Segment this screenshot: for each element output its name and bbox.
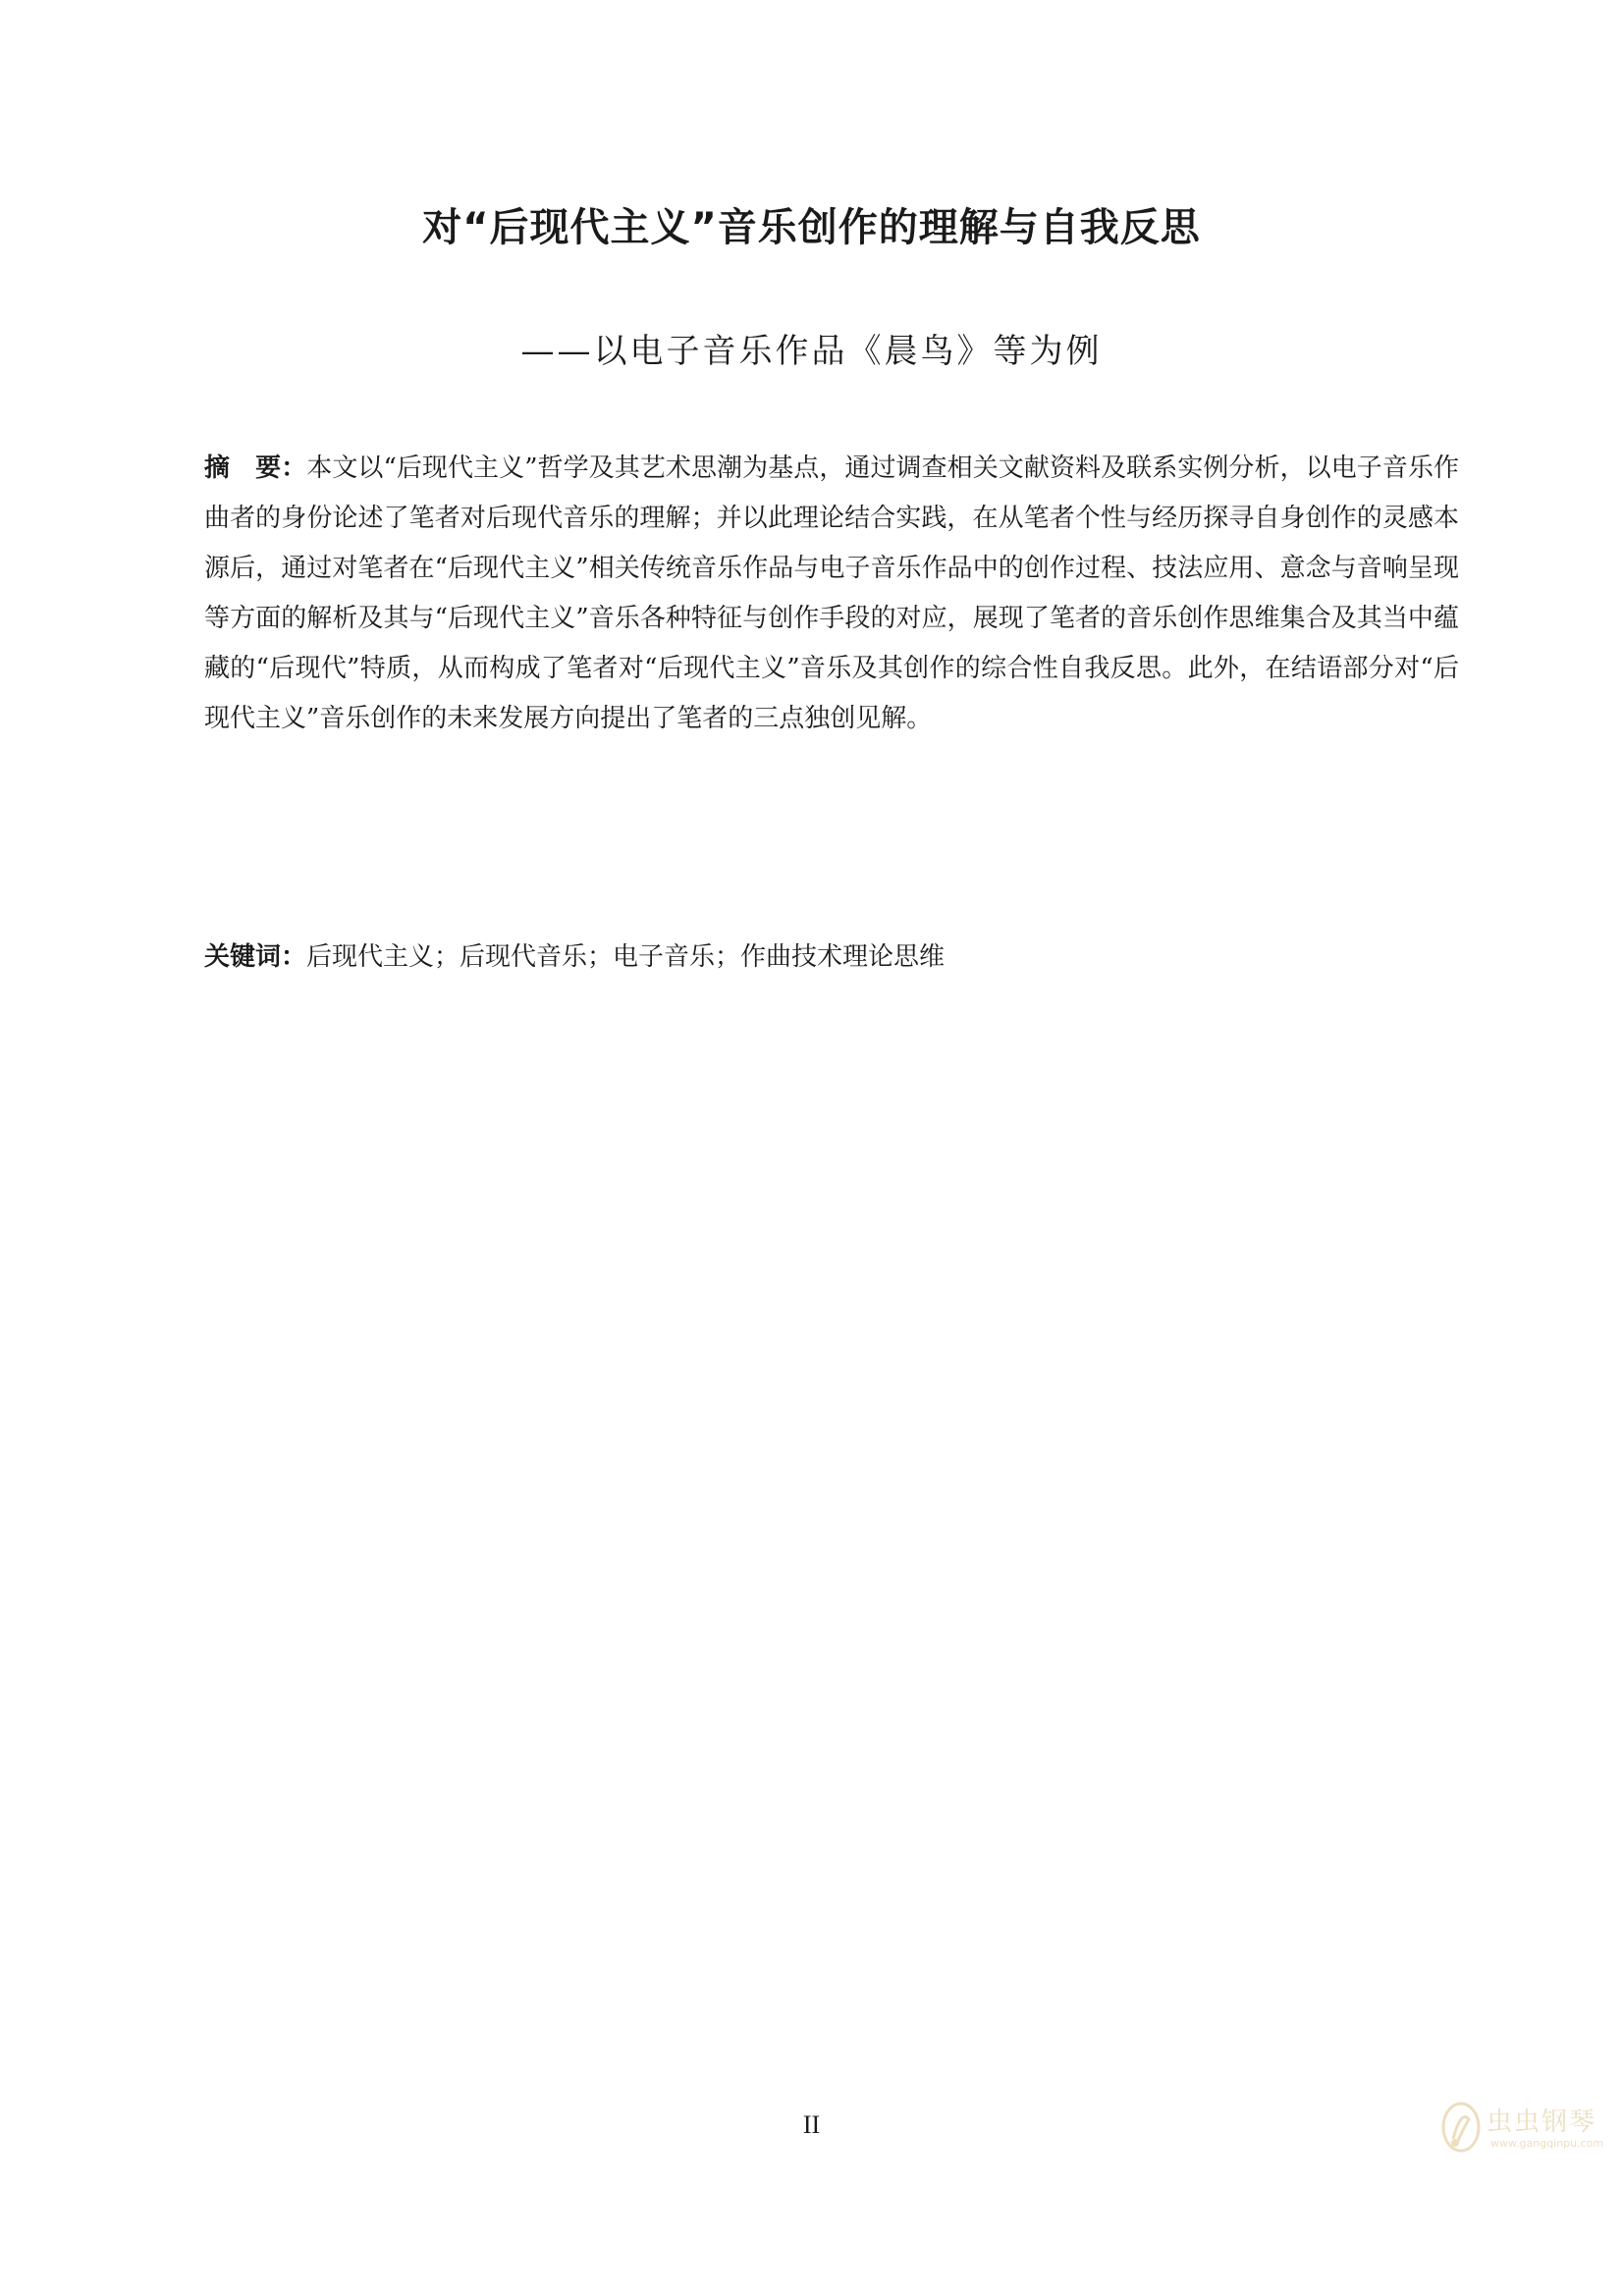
keywords-section <box>204 937 1459 977</box>
watermark <box>1435 2096 1612 2164</box>
keywords-text: 后现代主义；后现代音乐；电子音乐；作曲技术理论思维 <box>306 942 946 972</box>
keywords-label: 关键词： <box>204 942 307 972</box>
document-subtitle: ——以电子音乐作品《晨鸟》等为例 <box>520 332 1103 371</box>
abstract-section <box>204 444 1459 744</box>
document-title: 对“后现代主义”音乐创作的理解与自我反思 <box>422 205 1201 250</box>
page-number: II <box>802 2110 821 2139</box>
abstract-label: 摘 要： <box>204 454 307 483</box>
logo-icon <box>1439 2100 1483 2155</box>
watermark-url: www.gangqinpu.com <box>1490 2137 1604 2150</box>
abstract-text: 本文以“后现代主义”哲学及其艺术思潮为基点，通过调查相关文献资料及联系实例分析，以电子音乐作曲者的身份论述了笔者对后现代音乐的理解；并以此理论结合实践，在从笔者个性与经历探寻自身创作的灵感本源后，通过对笔者在“后现代主义”相关传统音乐作品与电子音乐作品中的创作过程、技法应用、意念与音响呈现等方面的解析及其与“后现代主义”音乐各种特征与创作手段的对应，展现了笔者的音乐创作思维集合及其当中蕴藏的“后现代”特质，从而构成了笔者对“后现代主义”音乐及其创作的综合性自我反思。此外，在结语部分对“后现代主义”音乐创作的未来发展方向提出了笔者的三点独创见解。 <box>204 454 1459 733</box>
watermark-text: 虫虫钢琴 <box>1487 2108 1597 2137</box>
